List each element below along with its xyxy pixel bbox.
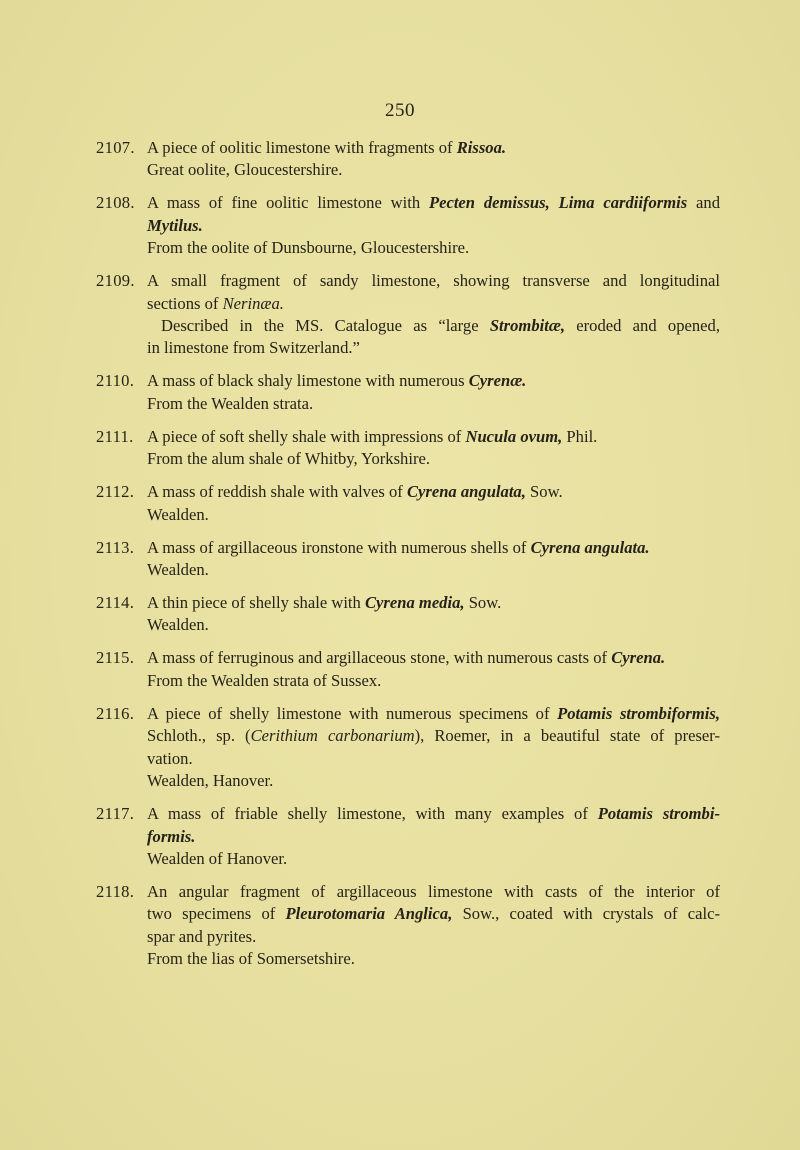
taxon-name: Strombitæ,	[489, 316, 565, 336]
description-text: A piece of oolitic limestone with fragments of	[147, 138, 457, 157]
catalogue-entry-2117	[96, 803, 720, 870]
entry-description	[147, 370, 720, 392]
entry-locality: From the lias of Somersetshire.	[147, 949, 355, 969]
catalogue-entry-2118	[96, 881, 720, 971]
taxon-name: Cyrena media,	[364, 593, 465, 613]
note-text: eroded and opened,	[564, 316, 720, 336]
entry-description	[147, 426, 720, 448]
taxon-name: Pleurotomaria Anglica,	[285, 904, 453, 924]
taxon-name: Cerithium carbonarium	[250, 726, 415, 746]
description-text: A mass of ferruginous and argillaceous stone, with numerous casts of	[147, 648, 612, 668]
entry-locality: From the Wealden strata.	[147, 393, 314, 413]
entry-locality: Great oolite, Gloucestershire.	[147, 160, 343, 180]
taxon-name: Potamis strombi-	[597, 804, 720, 824]
description-text: Sow., coated with crystals of calc-	[452, 904, 720, 924]
catalogue-entry-2114	[96, 592, 720, 637]
description-text: two specimens of	[147, 904, 286, 924]
taxon-name: Cyrena angulata.	[530, 537, 650, 557]
entry-number: 2110.	[96, 371, 135, 391]
catalogue-entry-2111	[96, 426, 720, 471]
entry-locality: Wealden.	[147, 615, 209, 635]
entry-number: 2112.	[96, 482, 135, 502]
entry-description: A small fragment of sandy limestone, showing transverse and longitudinal	[147, 271, 720, 291]
entry-description	[147, 803, 720, 825]
description-text: A mass of reddish shale with valves of	[147, 482, 407, 502]
entry-locality: Wealden, Hanover.	[147, 771, 274, 791]
entry-locality: Wealden of Hanover.	[147, 848, 288, 868]
entry-description	[147, 137, 720, 159]
entry-note-cont: in limestone from Switzerland.”	[147, 338, 360, 358]
catalogue-entry-2112	[96, 481, 720, 526]
description-text: A mass of black shaly limestone with numerous	[147, 371, 469, 391]
catalogue-entry-2116	[96, 703, 720, 793]
entry-locality: From the alum shale of Whitby, Yorkshire.	[147, 449, 430, 469]
taxon-name: Nucula ovum,	[465, 426, 563, 446]
taxon-name: Potamis strombiformis,	[557, 703, 720, 723]
entry-description-cont: vation.	[147, 748, 193, 768]
description-text: Sow.	[525, 482, 563, 502]
entry-number: 2115.	[96, 648, 135, 668]
taxon-name: Cyrena angulata,	[406, 482, 526, 502]
entry-locality: Wealden.	[147, 560, 209, 580]
taxon-name: Mytilus.	[147, 215, 203, 235]
entry-note	[147, 315, 720, 337]
description-text: A mass of fine oolitic limestone with	[147, 193, 429, 213]
entry-locality: From the oolite of Dunsbourne, Gloucestershire.	[147, 238, 470, 258]
entry-description-cont	[147, 293, 720, 315]
entry-number: 2113.	[96, 537, 135, 557]
taxon-name: Rissoa.	[456, 138, 507, 157]
catalogue-entries	[96, 137, 720, 981]
taxon-name: Cyrenæ.	[468, 371, 527, 391]
note-text: Described in the MS. Catalogue as “large	[161, 316, 490, 336]
catalogue-entry-2107	[96, 137, 720, 182]
catalogue-entry-2108	[96, 192, 720, 259]
taxon-name: Cyrena.	[611, 648, 666, 668]
description-text: Phil.	[562, 426, 598, 446]
description-text: and	[687, 193, 720, 213]
entry-description-cont: spar and pyrites.	[147, 926, 257, 946]
taxon-name: Nerinæa.	[222, 293, 284, 313]
entry-number: 2107.	[96, 138, 135, 157]
entry-description	[147, 537, 720, 559]
entry-number: 2111.	[96, 426, 134, 446]
entry-description-cont	[147, 725, 720, 747]
entry-locality: From the Wealden strata of Sussex.	[147, 670, 382, 690]
entry-description	[147, 703, 720, 725]
description-text: A piece of soft shelly shale with impressions of	[147, 426, 466, 446]
page-number: 250	[385, 100, 415, 121]
description-text: A thin piece of shelly shale with	[147, 593, 365, 613]
entry-description	[147, 647, 720, 669]
entry-description: An angular fragment of argillaceous limestone with casts of the interior of	[147, 881, 720, 901]
description-text: A mass of friable shelly limestone, with many examples of	[147, 804, 598, 824]
entry-description	[147, 192, 720, 214]
entry-number: 2118.	[96, 881, 135, 901]
description-text: sections of	[147, 293, 223, 313]
description-text: ), Roemer, in a beautiful state of preser-	[414, 726, 720, 746]
taxon-name: formis.	[147, 826, 196, 846]
taxon-name: Pecten demissus, Lima cardiiformis	[428, 193, 688, 213]
entry-number: 2109.	[96, 271, 135, 291]
entry-number: 2114.	[96, 593, 135, 613]
entry-number: 2117.	[96, 804, 135, 824]
entry-locality: Wealden.	[147, 504, 209, 524]
entry-description	[147, 481, 720, 503]
catalogue-entry-2115	[96, 647, 720, 692]
entry-description-cont	[147, 903, 720, 925]
catalogue-entry-2113	[96, 537, 720, 582]
entry-description	[147, 592, 720, 614]
catalogue-entry-2110	[96, 370, 720, 415]
description-text: Schloth., sp. (	[147, 726, 251, 746]
entry-number: 2108.	[96, 193, 135, 213]
description-text: A piece of shelly limestone with numerous specimens of	[147, 703, 558, 723]
entry-number: 2116.	[96, 703, 135, 723]
description-text: Sow.	[464, 593, 502, 613]
catalogue-entry-2109	[96, 270, 720, 360]
description-text: A mass of argillaceous ironstone with numerous shells of	[147, 537, 531, 557]
